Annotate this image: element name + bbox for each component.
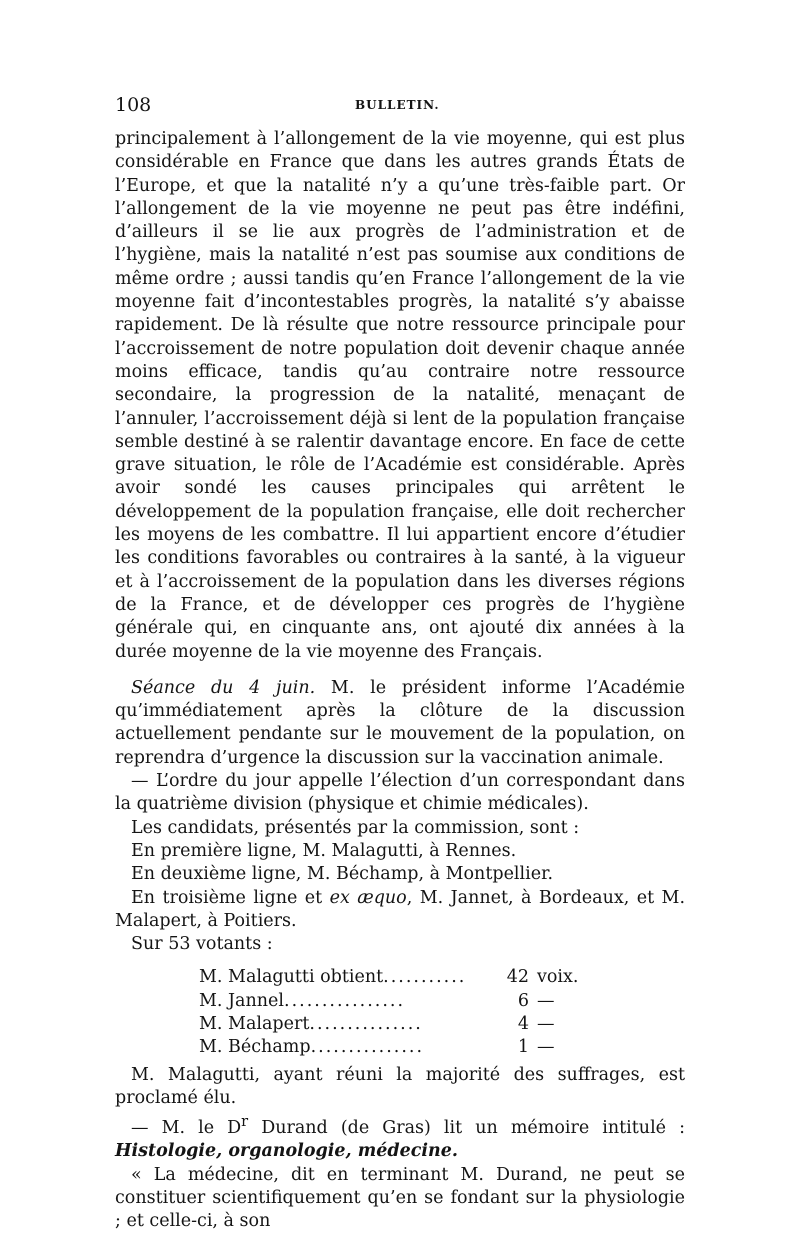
vote-unit: — — [537, 990, 555, 1011]
paragraph-seance — [115, 677, 685, 770]
vote-candidate — [199, 966, 499, 989]
memoire-before: — M. le D — [131, 1118, 242, 1138]
ex-aequo: ex æquo — [329, 887, 407, 908]
vote-unit: voix. — [537, 967, 579, 988]
vote-dots: ........... — [383, 967, 467, 988]
candidate-second: En deuxième ligne, M. Béchamp, à Montpellier. — [131, 864, 554, 885]
vote-name: M. Malapert — [199, 1013, 310, 1034]
candidates-intro: Les candidats, présentés par la commission, sont : — [131, 817, 580, 838]
body-text — [115, 128, 685, 1233]
vote-dots: ............... — [310, 1037, 425, 1058]
vote-name: M. Béchamp — [199, 1037, 311, 1058]
paragraph-memoire — [115, 1110, 685, 1163]
seance-text: M. le président informe l’Académie qu’immédiatement après la clôture de la discussion actuellement pendante sur le mouvement de la population, on reprendra d’urgence la discussion sur la vaccination animale. — [115, 677, 685, 768]
seance-date: Séance du 4 juin. — [131, 677, 316, 698]
candidate-third-before: En troisième ligne et — [131, 887, 330, 908]
vote-count: 6 — [517, 990, 529, 1011]
page-header — [115, 94, 685, 118]
paragraph-quote: « La médecine, dit en terminant M. Durand, ne peut se constituer scientifiquement qu’en se fondant sur la physiologie ; et celle-ci, à son — [115, 1164, 685, 1232]
vote-unit: — — [537, 1013, 555, 1034]
candidate-first: En première ligne, M. Malagutti, à Rennes. — [131, 840, 517, 861]
memoire-sup: r — [241, 1113, 249, 1131]
paragraph-population: principalement à l’allongement de la vie moyenne, qui est plus considérable en France que dans les autres grands États de l’Europe, et que la natalité n’y a qu’une très-faible part. Or l’allongement de la vie moyenne ne peut pas être indéfini, d’ailleurs il se lie aux progrès de l’administration et de l’hygiène, mais la natalité n’est pas soumise aux conditions de même ordre ; aussi tandis qu’en France l’allongement de la vie moyenne fait d’incontestables progrès, la natalité s’y abaisse rapidement. De là résulte que notre ressource principale pour l’accroissement de notre population doit devenir chaque année moins efficace, tandis qu’au contraire notre ressource secondaire, la progression de la natalité, menaçant de l’annuler, l’accroissement déjà si lent de la population française semble destiné à se ralentir davantage encore. En face de cette grave situation, le rôle de l’Académie est considérable. Après avoir sondé les causes principales qui arrêtent le développement de la population française, elle doit rechercher les moyens de les combattre. Il lui appartient encore d’étudier les conditions favorables ou contraires à la santé, à la vigueur et à l’accroissement de la population dans les diverses régions de la France, et de développer ces progrès de l’hygiène générale qui, en cinquante ans, ont ajouté dix années à la durée moyenne de la vie moyenne des Français. — [115, 129, 685, 662]
vote-candidate — [199, 1013, 499, 1036]
vote-candidate — [199, 990, 499, 1013]
vote-count: 42 — [506, 967, 529, 988]
vote-name: M. Malagutti obtient — [199, 967, 384, 988]
vote-row — [199, 966, 583, 989]
page-number: 108 — [115, 94, 152, 116]
vote-row — [199, 1013, 583, 1036]
vote-name: M. Jannel — [199, 990, 284, 1011]
vote-row — [199, 990, 583, 1013]
voters-count: Sur 53 votants : — [131, 934, 273, 955]
running-head: BULLETIN. — [355, 98, 440, 112]
vote-candidate — [199, 1036, 499, 1059]
memoire-title: Histologie, organologie, médecine. — [115, 1141, 458, 1162]
vote-dots: ................ — [284, 990, 406, 1011]
paragraph-proclamation: M. Malagutti, ayant réuni la majorité des suffrages, est proclamé élu. — [115, 1064, 685, 1108]
candidate-third — [115, 887, 685, 934]
memoire-middle: Durand (de Gras) lit un mémoire intitulé : — [248, 1118, 685, 1138]
candidate-third-after: , M. Jannet, à Bordeaux, et M. Malapert, à Poitiers. — [115, 887, 686, 931]
vote-results-table — [199, 966, 583, 1059]
paragraph-election: — L’ordre du jour appelle l’élection d’un correspondant dans la quatrième division (physique et chimie médicales). — [115, 771, 685, 815]
vote-count: 4 — [517, 1013, 529, 1034]
vote-count: 1 — [517, 1037, 529, 1058]
vote-row — [199, 1036, 583, 1059]
vote-unit: — — [537, 1037, 555, 1058]
vote-dots: ............... — [309, 1013, 423, 1034]
